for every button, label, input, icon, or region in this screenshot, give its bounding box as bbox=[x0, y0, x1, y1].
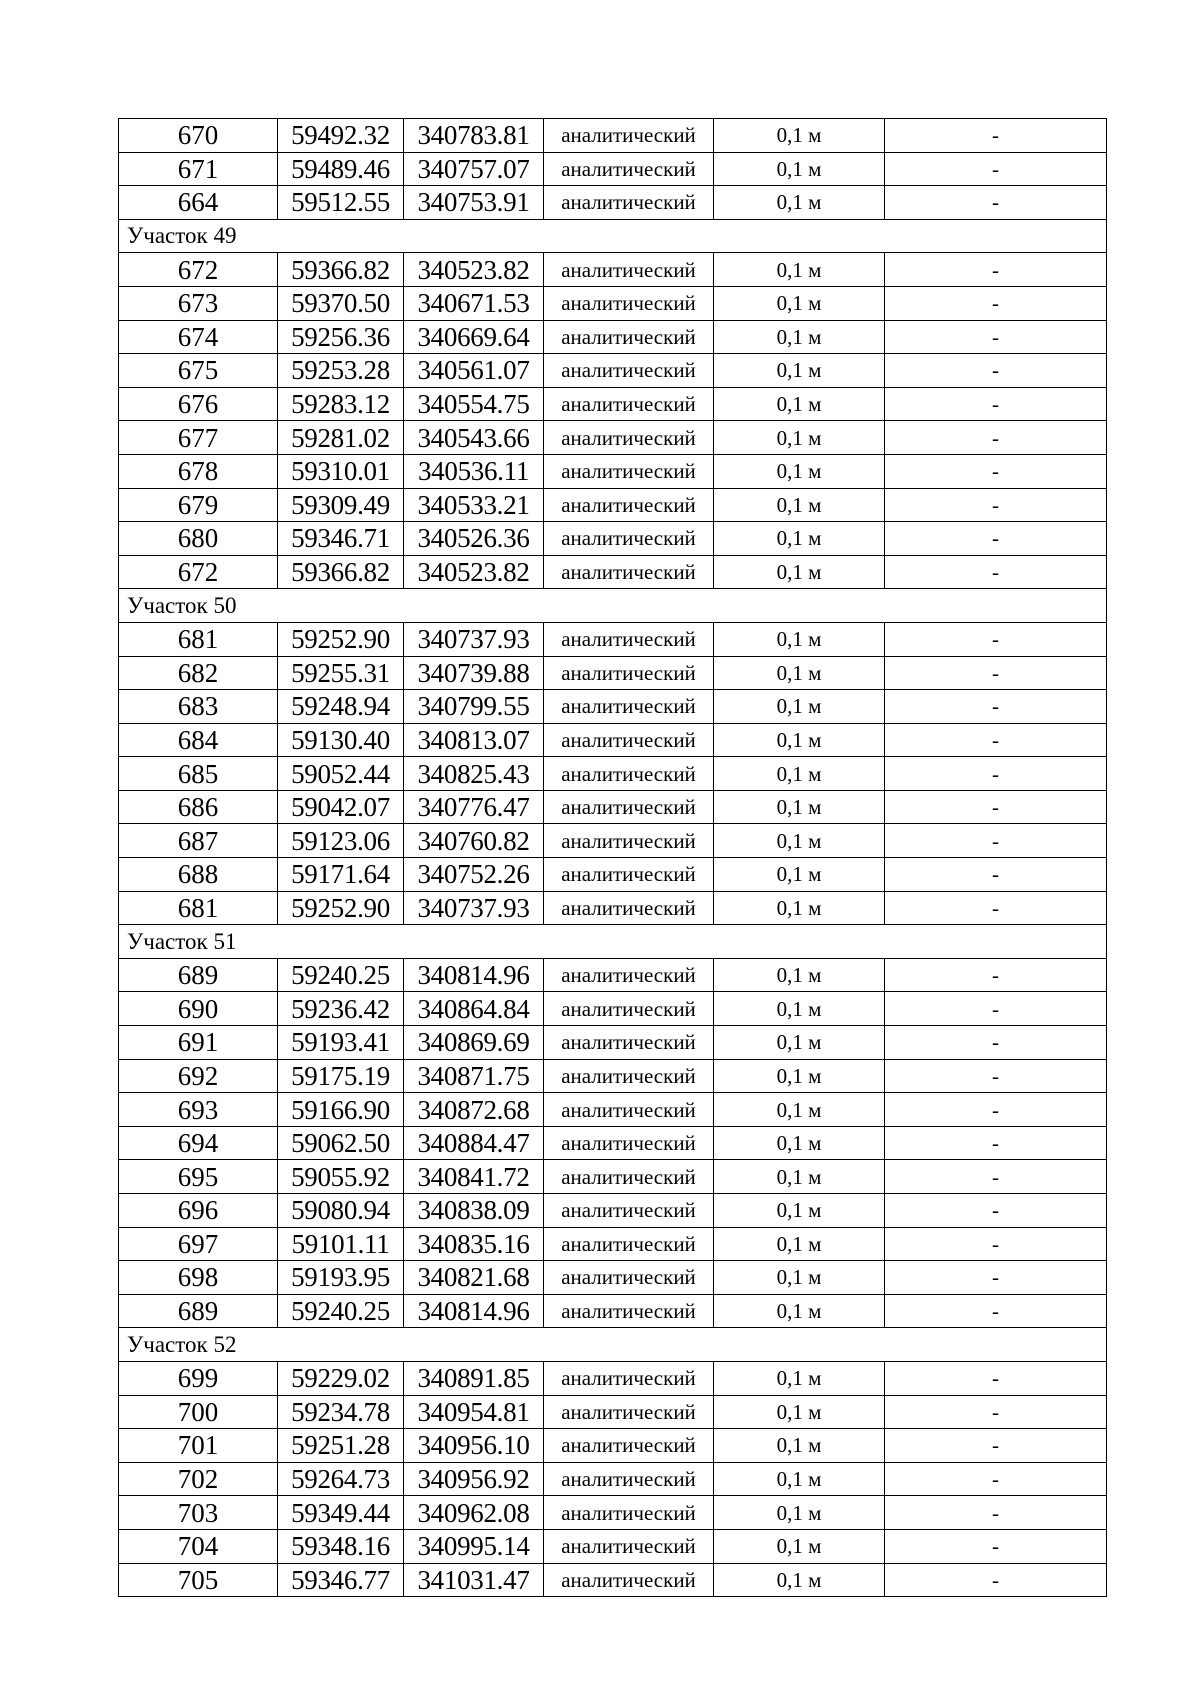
method-cell: аналитический bbox=[544, 286, 714, 320]
point-number-cell: 664 bbox=[119, 186, 278, 220]
precision-cell: 0,1 м bbox=[714, 1294, 885, 1328]
y-coordinate-cell: 340814.96 bbox=[404, 1294, 544, 1328]
precision-cell: 0,1 м bbox=[714, 1429, 885, 1463]
method-cell: аналитический bbox=[544, 1462, 714, 1496]
method-cell: аналитический bbox=[544, 824, 714, 858]
description-cell: - bbox=[885, 421, 1107, 455]
precision-cell: 0,1 м bbox=[714, 320, 885, 354]
y-coordinate-cell: 340884.47 bbox=[404, 1126, 544, 1160]
precision-cell: 0,1 м bbox=[714, 1059, 885, 1093]
y-coordinate-cell: 340543.66 bbox=[404, 421, 544, 455]
point-number-cell: 681 bbox=[119, 891, 278, 925]
point-number-cell: 689 bbox=[119, 958, 278, 992]
y-coordinate-cell: 340872.68 bbox=[404, 1093, 544, 1127]
point-number-cell: 682 bbox=[119, 656, 278, 690]
point-number-cell: 683 bbox=[119, 690, 278, 724]
y-coordinate-cell: 340995.14 bbox=[404, 1529, 544, 1563]
y-coordinate-cell: 340561.07 bbox=[404, 354, 544, 388]
section-label: Участок 52 bbox=[119, 1328, 1107, 1362]
y-coordinate-cell: 340753.91 bbox=[404, 186, 544, 220]
table-row bbox=[119, 891, 1107, 925]
table-row bbox=[119, 1160, 1107, 1194]
x-coordinate-cell: 59193.95 bbox=[278, 1261, 404, 1295]
description-cell: - bbox=[885, 1093, 1107, 1127]
table-row bbox=[119, 421, 1107, 455]
table-row bbox=[119, 1126, 1107, 1160]
method-cell: аналитический bbox=[544, 555, 714, 589]
point-number-cell: 673 bbox=[119, 286, 278, 320]
precision-cell: 0,1 м bbox=[714, 858, 885, 892]
precision-cell: 0,1 м bbox=[714, 555, 885, 589]
method-cell: аналитический bbox=[544, 1261, 714, 1295]
y-coordinate-cell: 340757.07 bbox=[404, 152, 544, 186]
point-number-cell: 674 bbox=[119, 320, 278, 354]
description-cell: - bbox=[885, 1294, 1107, 1328]
description-cell: - bbox=[885, 488, 1107, 522]
point-number-cell: 693 bbox=[119, 1093, 278, 1127]
table-row bbox=[119, 1361, 1107, 1395]
point-number-cell: 671 bbox=[119, 152, 278, 186]
method-cell: аналитический bbox=[544, 858, 714, 892]
table-row bbox=[119, 488, 1107, 522]
x-coordinate-cell: 59052.44 bbox=[278, 757, 404, 791]
point-number-cell: 690 bbox=[119, 992, 278, 1026]
description-cell: - bbox=[885, 1429, 1107, 1463]
table-row bbox=[119, 958, 1107, 992]
description-cell: - bbox=[885, 723, 1107, 757]
y-coordinate-cell: 340871.75 bbox=[404, 1059, 544, 1093]
table-row bbox=[119, 824, 1107, 858]
x-coordinate-cell: 59130.40 bbox=[278, 723, 404, 757]
y-coordinate-cell: 340835.16 bbox=[404, 1227, 544, 1261]
table-row bbox=[119, 119, 1107, 153]
x-coordinate-cell: 59366.82 bbox=[278, 555, 404, 589]
method-cell: аналитический bbox=[544, 1093, 714, 1127]
description-cell: - bbox=[885, 1462, 1107, 1496]
method-cell: аналитический bbox=[544, 119, 714, 153]
description-cell: - bbox=[885, 622, 1107, 656]
x-coordinate-cell: 59123.06 bbox=[278, 824, 404, 858]
x-coordinate-cell: 59366.82 bbox=[278, 253, 404, 287]
point-number-cell: 677 bbox=[119, 421, 278, 455]
precision-cell: 0,1 м bbox=[714, 1462, 885, 1496]
method-cell: аналитический bbox=[544, 1059, 714, 1093]
x-coordinate-cell: 59055.92 bbox=[278, 1160, 404, 1194]
description-cell: - bbox=[885, 1496, 1107, 1530]
method-cell: аналитический bbox=[544, 354, 714, 388]
precision-cell: 0,1 м bbox=[714, 690, 885, 724]
precision-cell: 0,1 м bbox=[714, 186, 885, 220]
point-number-cell: 679 bbox=[119, 488, 278, 522]
x-coordinate-cell: 59248.94 bbox=[278, 690, 404, 724]
x-coordinate-cell: 59236.42 bbox=[278, 992, 404, 1026]
method-cell: аналитический bbox=[544, 1294, 714, 1328]
method-cell: аналитический bbox=[544, 790, 714, 824]
y-coordinate-cell: 340956.92 bbox=[404, 1462, 544, 1496]
precision-cell: 0,1 м bbox=[714, 1160, 885, 1194]
point-number-cell: 705 bbox=[119, 1563, 278, 1597]
point-number-cell: 700 bbox=[119, 1395, 278, 1429]
point-number-cell: 696 bbox=[119, 1194, 278, 1228]
precision-cell: 0,1 м bbox=[714, 824, 885, 858]
table-row bbox=[119, 690, 1107, 724]
x-coordinate-cell: 59080.94 bbox=[278, 1194, 404, 1228]
y-coordinate-cell: 340954.81 bbox=[404, 1395, 544, 1429]
method-cell: аналитический bbox=[544, 186, 714, 220]
method-cell: аналитический bbox=[544, 1194, 714, 1228]
point-number-cell: 689 bbox=[119, 1294, 278, 1328]
precision-cell: 0,1 м bbox=[714, 790, 885, 824]
precision-cell: 0,1 м bbox=[714, 1361, 885, 1395]
point-number-cell: 701 bbox=[119, 1429, 278, 1463]
y-coordinate-cell: 340554.75 bbox=[404, 387, 544, 421]
table-row bbox=[119, 622, 1107, 656]
x-coordinate-cell: 59283.12 bbox=[278, 387, 404, 421]
table-row bbox=[119, 387, 1107, 421]
method-cell: аналитический bbox=[544, 253, 714, 287]
table-row bbox=[119, 286, 1107, 320]
description-cell: - bbox=[885, 1227, 1107, 1261]
y-coordinate-cell: 341031.47 bbox=[404, 1563, 544, 1597]
precision-cell: 0,1 м bbox=[714, 1563, 885, 1597]
description-cell: - bbox=[885, 354, 1107, 388]
y-coordinate-cell: 340962.08 bbox=[404, 1496, 544, 1530]
table-row bbox=[119, 1462, 1107, 1496]
y-coordinate-cell: 340799.55 bbox=[404, 690, 544, 724]
x-coordinate-cell: 59251.28 bbox=[278, 1429, 404, 1463]
precision-cell: 0,1 м bbox=[714, 723, 885, 757]
y-coordinate-cell: 340783.81 bbox=[404, 119, 544, 153]
x-coordinate-cell: 59256.36 bbox=[278, 320, 404, 354]
table-row bbox=[119, 354, 1107, 388]
y-coordinate-cell: 340869.69 bbox=[404, 1026, 544, 1060]
table-row bbox=[119, 1059, 1107, 1093]
y-coordinate-cell: 340737.93 bbox=[404, 622, 544, 656]
x-coordinate-cell: 59234.78 bbox=[278, 1395, 404, 1429]
method-cell: аналитический bbox=[544, 1429, 714, 1463]
point-number-cell: 692 bbox=[119, 1059, 278, 1093]
table-row bbox=[119, 454, 1107, 488]
y-coordinate-cell: 340669.64 bbox=[404, 320, 544, 354]
method-cell: аналитический bbox=[544, 757, 714, 791]
precision-cell: 0,1 м bbox=[714, 1126, 885, 1160]
description-cell: - bbox=[885, 253, 1107, 287]
precision-cell: 0,1 м bbox=[714, 1194, 885, 1228]
point-number-cell: 672 bbox=[119, 555, 278, 589]
method-cell: аналитический bbox=[544, 1496, 714, 1530]
point-number-cell: 699 bbox=[119, 1361, 278, 1395]
table-row bbox=[119, 320, 1107, 354]
x-coordinate-cell: 59492.32 bbox=[278, 119, 404, 153]
table-row bbox=[119, 1496, 1107, 1530]
x-coordinate-cell: 59281.02 bbox=[278, 421, 404, 455]
description-cell: - bbox=[885, 1160, 1107, 1194]
section-header-row bbox=[119, 589, 1107, 623]
table-row bbox=[119, 1529, 1107, 1563]
x-coordinate-cell: 59062.50 bbox=[278, 1126, 404, 1160]
table-row bbox=[119, 1294, 1107, 1328]
method-cell: аналитический bbox=[544, 1126, 714, 1160]
table-row bbox=[119, 152, 1107, 186]
x-coordinate-cell: 59348.16 bbox=[278, 1529, 404, 1563]
x-coordinate-cell: 59370.50 bbox=[278, 286, 404, 320]
description-cell: - bbox=[885, 656, 1107, 690]
y-coordinate-cell: 340671.53 bbox=[404, 286, 544, 320]
description-cell: - bbox=[885, 522, 1107, 556]
method-cell: аналитический bbox=[544, 891, 714, 925]
description-cell: - bbox=[885, 1361, 1107, 1395]
point-number-cell: 676 bbox=[119, 387, 278, 421]
y-coordinate-cell: 340956.10 bbox=[404, 1429, 544, 1463]
y-coordinate-cell: 340737.93 bbox=[404, 891, 544, 925]
table-body bbox=[119, 119, 1107, 1597]
point-number-cell: 704 bbox=[119, 1529, 278, 1563]
table-row bbox=[119, 723, 1107, 757]
precision-cell: 0,1 м bbox=[714, 1227, 885, 1261]
description-cell: - bbox=[885, 454, 1107, 488]
y-coordinate-cell: 340814.96 bbox=[404, 958, 544, 992]
point-number-cell: 685 bbox=[119, 757, 278, 791]
x-coordinate-cell: 59240.25 bbox=[278, 958, 404, 992]
description-cell: - bbox=[885, 186, 1107, 220]
x-coordinate-cell: 59166.90 bbox=[278, 1093, 404, 1127]
coordinates-table bbox=[118, 118, 1107, 1597]
precision-cell: 0,1 м bbox=[714, 891, 885, 925]
x-coordinate-cell: 59512.55 bbox=[278, 186, 404, 220]
table-row bbox=[119, 1563, 1107, 1597]
x-coordinate-cell: 59171.64 bbox=[278, 858, 404, 892]
method-cell: аналитический bbox=[544, 454, 714, 488]
precision-cell: 0,1 м bbox=[714, 119, 885, 153]
method-cell: аналитический bbox=[544, 656, 714, 690]
y-coordinate-cell: 340825.43 bbox=[404, 757, 544, 791]
y-coordinate-cell: 340776.47 bbox=[404, 790, 544, 824]
x-coordinate-cell: 59310.01 bbox=[278, 454, 404, 488]
y-coordinate-cell: 340760.82 bbox=[404, 824, 544, 858]
x-coordinate-cell: 59346.71 bbox=[278, 522, 404, 556]
table-row bbox=[119, 555, 1107, 589]
table-row bbox=[119, 522, 1107, 556]
x-coordinate-cell: 59346.77 bbox=[278, 1563, 404, 1597]
x-coordinate-cell: 59240.25 bbox=[278, 1294, 404, 1328]
table-row bbox=[119, 1026, 1107, 1060]
precision-cell: 0,1 м bbox=[714, 1496, 885, 1530]
point-number-cell: 687 bbox=[119, 824, 278, 858]
section-header-row bbox=[119, 1328, 1107, 1362]
point-number-cell: 688 bbox=[119, 858, 278, 892]
method-cell: аналитический bbox=[544, 1227, 714, 1261]
description-cell: - bbox=[885, 119, 1107, 153]
description-cell: - bbox=[885, 757, 1107, 791]
point-number-cell: 678 bbox=[119, 454, 278, 488]
method-cell: аналитический bbox=[544, 522, 714, 556]
method-cell: аналитический bbox=[544, 421, 714, 455]
method-cell: аналитический bbox=[544, 1529, 714, 1563]
method-cell: аналитический bbox=[544, 1026, 714, 1060]
method-cell: аналитический bbox=[544, 1361, 714, 1395]
method-cell: аналитический bbox=[544, 690, 714, 724]
description-cell: - bbox=[885, 286, 1107, 320]
method-cell: аналитический bbox=[544, 622, 714, 656]
description-cell: - bbox=[885, 690, 1107, 724]
point-number-cell: 680 bbox=[119, 522, 278, 556]
description-cell: - bbox=[885, 1395, 1107, 1429]
description-cell: - bbox=[885, 152, 1107, 186]
description-cell: - bbox=[885, 1059, 1107, 1093]
table-row bbox=[119, 656, 1107, 690]
y-coordinate-cell: 340813.07 bbox=[404, 723, 544, 757]
method-cell: аналитический bbox=[544, 1563, 714, 1597]
method-cell: аналитический bbox=[544, 1160, 714, 1194]
method-cell: аналитический bbox=[544, 320, 714, 354]
x-coordinate-cell: 59349.44 bbox=[278, 1496, 404, 1530]
x-coordinate-cell: 59252.90 bbox=[278, 891, 404, 925]
x-coordinate-cell: 59193.41 bbox=[278, 1026, 404, 1060]
section-label: Участок 50 bbox=[119, 589, 1107, 623]
precision-cell: 0,1 м bbox=[714, 992, 885, 1026]
table-row bbox=[119, 858, 1107, 892]
method-cell: аналитический bbox=[544, 992, 714, 1026]
description-cell: - bbox=[885, 387, 1107, 421]
section-label: Участок 51 bbox=[119, 925, 1107, 959]
method-cell: аналитический bbox=[544, 387, 714, 421]
description-cell: - bbox=[885, 1026, 1107, 1060]
precision-cell: 0,1 м bbox=[714, 958, 885, 992]
x-coordinate-cell: 59252.90 bbox=[278, 622, 404, 656]
point-number-cell: 703 bbox=[119, 1496, 278, 1530]
precision-cell: 0,1 м bbox=[714, 488, 885, 522]
point-number-cell: 691 bbox=[119, 1026, 278, 1060]
method-cell: аналитический bbox=[544, 488, 714, 522]
table-row bbox=[119, 186, 1107, 220]
section-label: Участок 49 bbox=[119, 219, 1107, 253]
x-coordinate-cell: 59229.02 bbox=[278, 1361, 404, 1395]
precision-cell: 0,1 м bbox=[714, 656, 885, 690]
x-coordinate-cell: 59175.19 bbox=[278, 1059, 404, 1093]
description-cell: - bbox=[885, 824, 1107, 858]
description-cell: - bbox=[885, 858, 1107, 892]
table-row bbox=[119, 1093, 1107, 1127]
table-row bbox=[119, 1395, 1107, 1429]
method-cell: аналитический bbox=[544, 152, 714, 186]
x-coordinate-cell: 59264.73 bbox=[278, 1462, 404, 1496]
y-coordinate-cell: 340838.09 bbox=[404, 1194, 544, 1228]
y-coordinate-cell: 340739.88 bbox=[404, 656, 544, 690]
table-row bbox=[119, 790, 1107, 824]
point-number-cell: 675 bbox=[119, 354, 278, 388]
description-cell: - bbox=[885, 1261, 1107, 1295]
precision-cell: 0,1 м bbox=[714, 622, 885, 656]
description-cell: - bbox=[885, 320, 1107, 354]
precision-cell: 0,1 м bbox=[714, 1261, 885, 1295]
precision-cell: 0,1 м bbox=[714, 757, 885, 791]
section-header-row bbox=[119, 925, 1107, 959]
point-number-cell: 694 bbox=[119, 1126, 278, 1160]
precision-cell: 0,1 м bbox=[714, 1395, 885, 1429]
y-coordinate-cell: 340523.82 bbox=[404, 253, 544, 287]
point-number-cell: 698 bbox=[119, 1261, 278, 1295]
x-coordinate-cell: 59309.49 bbox=[278, 488, 404, 522]
x-coordinate-cell: 59101.11 bbox=[278, 1227, 404, 1261]
precision-cell: 0,1 м bbox=[714, 421, 885, 455]
description-cell: - bbox=[885, 1194, 1107, 1228]
description-cell: - bbox=[885, 891, 1107, 925]
y-coordinate-cell: 340821.68 bbox=[404, 1261, 544, 1295]
point-number-cell: 695 bbox=[119, 1160, 278, 1194]
method-cell: аналитический bbox=[544, 958, 714, 992]
point-number-cell: 672 bbox=[119, 253, 278, 287]
point-number-cell: 702 bbox=[119, 1462, 278, 1496]
point-number-cell: 681 bbox=[119, 622, 278, 656]
precision-cell: 0,1 м bbox=[714, 1093, 885, 1127]
x-coordinate-cell: 59253.28 bbox=[278, 354, 404, 388]
table-row bbox=[119, 1261, 1107, 1295]
section-header-row bbox=[119, 219, 1107, 253]
table-row bbox=[119, 992, 1107, 1026]
method-cell: аналитический bbox=[544, 723, 714, 757]
precision-cell: 0,1 м bbox=[714, 522, 885, 556]
y-coordinate-cell: 340533.21 bbox=[404, 488, 544, 522]
x-coordinate-cell: 59489.46 bbox=[278, 152, 404, 186]
x-coordinate-cell: 59255.31 bbox=[278, 656, 404, 690]
table-row bbox=[119, 757, 1107, 791]
description-cell: - bbox=[885, 555, 1107, 589]
y-coordinate-cell: 340536.11 bbox=[404, 454, 544, 488]
description-cell: - bbox=[885, 1126, 1107, 1160]
description-cell: - bbox=[885, 1529, 1107, 1563]
description-cell: - bbox=[885, 958, 1107, 992]
point-number-cell: 697 bbox=[119, 1227, 278, 1261]
precision-cell: 0,1 м bbox=[714, 253, 885, 287]
description-cell: - bbox=[885, 992, 1107, 1026]
y-coordinate-cell: 340523.82 bbox=[404, 555, 544, 589]
description-cell: - bbox=[885, 790, 1107, 824]
point-number-cell: 684 bbox=[119, 723, 278, 757]
y-coordinate-cell: 340752.26 bbox=[404, 858, 544, 892]
description-cell: - bbox=[885, 1563, 1107, 1597]
y-coordinate-cell: 340841.72 bbox=[404, 1160, 544, 1194]
y-coordinate-cell: 340891.85 bbox=[404, 1361, 544, 1395]
table-row bbox=[119, 1429, 1107, 1463]
point-number-cell: 670 bbox=[119, 119, 278, 153]
precision-cell: 0,1 м bbox=[714, 152, 885, 186]
precision-cell: 0,1 м bbox=[714, 387, 885, 421]
y-coordinate-cell: 340526.36 bbox=[404, 522, 544, 556]
precision-cell: 0,1 м bbox=[714, 354, 885, 388]
precision-cell: 0,1 м bbox=[714, 1529, 885, 1563]
point-number-cell: 686 bbox=[119, 790, 278, 824]
y-coordinate-cell: 340864.84 bbox=[404, 992, 544, 1026]
method-cell: аналитический bbox=[544, 1395, 714, 1429]
table-row bbox=[119, 1227, 1107, 1261]
precision-cell: 0,1 м bbox=[714, 286, 885, 320]
table-row bbox=[119, 253, 1107, 287]
precision-cell: 0,1 м bbox=[714, 1026, 885, 1060]
x-coordinate-cell: 59042.07 bbox=[278, 790, 404, 824]
precision-cell: 0,1 м bbox=[714, 454, 885, 488]
table-row bbox=[119, 1194, 1107, 1228]
